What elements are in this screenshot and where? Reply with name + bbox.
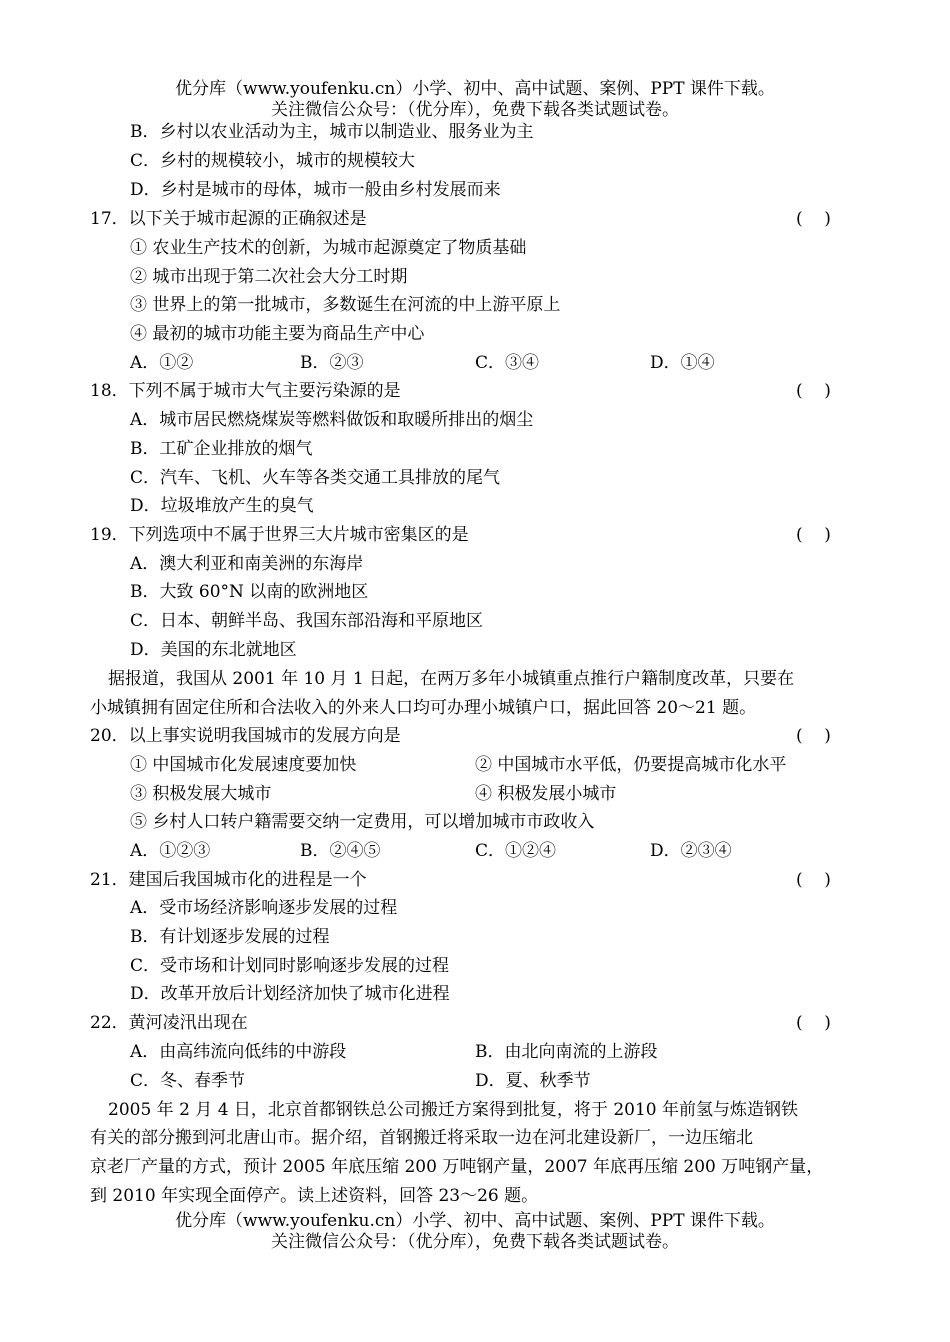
q20-answer-bracket: ( ) — [796, 726, 831, 746]
q17-option-d: D．①④ — [650, 353, 715, 373]
header-line-1: 优分库（www.youfenku.cn）小学、初中、高中试题、案例、PPT 课件下载。 — [175, 79, 775, 99]
passage1-line-1: 据报道，我国从 2001 年 10 月 1 日起，在两万多年小城镇重点推行户籍制度改革，只要在 — [108, 669, 795, 689]
passage2-line-3: 京老厂产量的方式，预计 2005 年底压缩 200 万吨钢产量，2007 年底再压缩 200 万吨钢产量， — [90, 1157, 824, 1177]
q22-option-c: C．冬、春季节 — [130, 1071, 246, 1091]
q21-option-a: A．受市场经济影响逐步发展的过程 — [130, 898, 398, 918]
q18-stem: 18．下列不属于城市大气主要污染源的是 — [90, 381, 401, 401]
passage2-line-2: 有关的部分搬到河北唐山市。据介绍，首钢搬迁将采取一边在河北建设新厂，一边压缩北 — [90, 1128, 753, 1148]
q21-option-c: C．受市场和计划同时影响逐步发展的过程 — [130, 956, 450, 976]
q20-option-d: D．②③④ — [650, 841, 732, 861]
q20-statement-4: ④ 积极发展小城市 — [475, 784, 617, 804]
passage2-line-4: 到 2010 年实现全面停产。读上述资料，回答 23～26 题。 — [90, 1186, 539, 1206]
passage1-line-2: 小城镇拥有固定住所和合法收入的外来人口均可办理小城镇户口，据此回答 20～21 题。 — [90, 698, 757, 718]
q22-stem: 22．黄河凌汛出现在 — [90, 1013, 248, 1033]
q21-option-b: B．有计划逐步发展的过程 — [130, 927, 330, 947]
q19-option-b: B．大致 60°N 以南的欧洲地区 — [130, 582, 369, 602]
q21-answer-bracket: ( ) — [796, 870, 831, 890]
q18-option-c: C．汽车、飞机、火车等各类交通工具排放的尾气 — [130, 468, 501, 488]
q21-stem: 21．建国后我国城市化的进程是一个 — [90, 870, 367, 890]
q20-statement-2: ② 中国城市水平低，仍要提高城市化水平 — [475, 755, 787, 775]
q17-option-a: A．①② — [130, 353, 194, 373]
q20-statement-3: ③ 积极发展大城市 — [130, 784, 272, 804]
q17-statement-2: ② 城市出现于第二次社会大分工时期 — [130, 267, 408, 287]
q17-statement-4: ④ 最初的城市功能主要为商品生产中心 — [130, 324, 425, 344]
footer-line-1: 优分库（www.youfenku.cn）小学、初中、高中试题、案例、PPT 课件下载。 — [175, 1211, 775, 1231]
q17-stem: 17．以下关于城市起源的正确叙述是 — [90, 209, 367, 229]
q21-option-d: D．改革开放后计划经济加快了城市化进程 — [130, 984, 450, 1004]
q16-option-c: C．乡村的规模较小，城市的规模较大 — [130, 151, 416, 171]
q18-option-a: A．城市居民燃烧煤炭等燃料做饭和取暖所排出的烟尘 — [130, 410, 534, 430]
q22-option-b: B．由北向南流的上游段 — [475, 1042, 658, 1062]
q16-option-d: D．乡村是城市的母体，城市一般由乡村发展而来 — [130, 180, 501, 200]
passage2-line-1: 2005 年 2 月 4 日，北京首都钢铁总公司搬迁方案得到批复，将于 2010 年前氢与炼造钢铁 — [108, 1100, 798, 1120]
q20-statement-5: ⑤ 乡村人口转户籍需要交纳一定费用，可以增加城市市政收入 — [130, 812, 595, 832]
q19-option-c: C．日本、朝鲜半岛、我国东部沿海和平原地区 — [130, 611, 484, 631]
q20-statement-1: ① 中国城市化发展速度要加快 — [130, 755, 357, 775]
header-line-2: 关注微信公众号：（优分库），免费下载各类试题试卷。 — [271, 100, 679, 120]
q18-option-b: B．工矿企业排放的烟气 — [130, 439, 313, 459]
q17-answer-bracket: ( ) — [796, 209, 831, 229]
q20-option-a: A．①②③ — [130, 841, 211, 861]
q17-statement-1: ① 农业生产技术的创新，为城市起源奠定了物质基础 — [130, 238, 527, 258]
q16-option-b: B．乡村以农业活动为主，城市以制造业、服务业为主 — [130, 122, 534, 142]
q20-option-b: B．②④⑤ — [300, 841, 381, 861]
q19-stem: 19．下列选项中不属于世界三大片城市密集区的是 — [90, 525, 469, 545]
q17-statement-3: ③ 世界上的第一批城市，多数诞生在河流的中上游平原上 — [130, 295, 561, 315]
q19-answer-bracket: ( ) — [796, 525, 831, 545]
q20-option-c: C．①②④ — [475, 841, 557, 861]
q22-option-d: D．夏、秋季节 — [475, 1071, 591, 1091]
q19-option-d: D．美国的东北就地区 — [130, 640, 297, 660]
q22-option-a: A．由高纬流向低纬的中游段 — [130, 1042, 347, 1062]
q22-answer-bracket: ( ) — [796, 1013, 831, 1033]
q17-option-b: B．②③ — [300, 353, 364, 373]
q19-option-a: A．澳大利亚和南美洲的东海岸 — [130, 554, 364, 574]
q18-option-d: D．垃圾堆放产生的臭气 — [130, 496, 314, 516]
q17-option-c: C．③④ — [475, 353, 540, 373]
q20-stem: 20．以上事实说明我国城市的发展方向是 — [90, 726, 401, 746]
q18-answer-bracket: ( ) — [796, 381, 831, 401]
footer-line-2: 关注微信公众号：（优分库），免费下载各类试题试卷。 — [271, 1232, 679, 1252]
